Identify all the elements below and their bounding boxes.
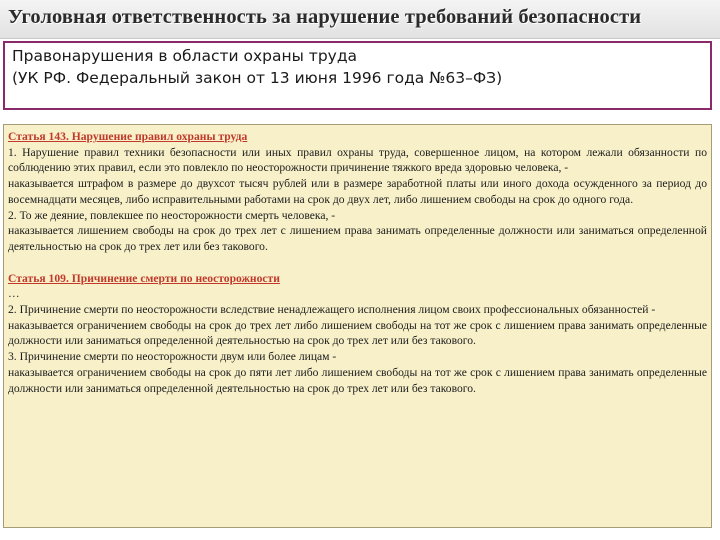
law-text-box bbox=[3, 124, 712, 528]
article-143-paragraph: 1. Нарушение правил техники безопасности или иных правил охраны труда, совершенное лицом, на котором лежали обязанности по соблюдению этих правил, если это повлекло по неосторожности причинение тяжкого вреда здоровью человека, - bbox=[8, 145, 707, 175]
subtitle-line-2: (УК РФ. Федеральный закон от 13 июня 1996 года №63–ФЗ) bbox=[12, 69, 503, 87]
article-143-paragraph: наказывается лишением свободы на срок до трех лет с лишением права занимать определенные должности или заниматься определенной деятельностью на срок до трех лет или без такового. bbox=[8, 224, 707, 253]
article-143-heading: Статья 143. Нарушение правил охраны труда bbox=[8, 130, 248, 143]
article-109-heading: Статья 109. Причинение смерти по неосторожности bbox=[8, 271, 280, 285]
subtitle-line-1: Правонарушения в области охраны труда bbox=[12, 47, 358, 65]
article-143-paragraph: 2. То же деяние, повлекшее по неосторожности смерть человека, - bbox=[8, 208, 336, 222]
article-143-paragraph: наказывается штрафом в размере до двухсот тысяч рублей или в размере заработной платы или иного дохода осужденного за период до восемнадцати месяцев, либо исправительными работами на срок до двух лет, либо лишением свободы на срок до одного года. bbox=[8, 177, 707, 206]
article-109-paragraph: наказывается ограничением свободы на срок до пяти лет либо лишением свободы на тот же срок с лишением права занимать определенные должности или заниматься определенной деятельностью на срок до трех лет или без такового. bbox=[8, 365, 707, 395]
title-bar bbox=[0, 0, 720, 39]
subtitle-box bbox=[3, 41, 712, 110]
slide-title: Уголовная ответственность за нарушение требований безопасности bbox=[8, 6, 642, 28]
article-109-paragraph: 2. Причинение смерти по неосторожности вследствие ненадлежащего исполнения лицом своих профессиональных обязанностей - bbox=[8, 303, 656, 317]
article-109-ellipsis: … bbox=[8, 287, 20, 301]
spacer bbox=[8, 255, 707, 271]
article-109-paragraph: 3. Причинение смерти по неосторожности двум или более лицам - bbox=[8, 350, 337, 364]
article-109-paragraph: наказывается ограничением свободы на срок до трех лет либо лишением свободы на тот же срок с лишением права занимать определенные должности или заниматься определенной деятельностью на срок до трех лет или без такового. bbox=[8, 318, 707, 348]
